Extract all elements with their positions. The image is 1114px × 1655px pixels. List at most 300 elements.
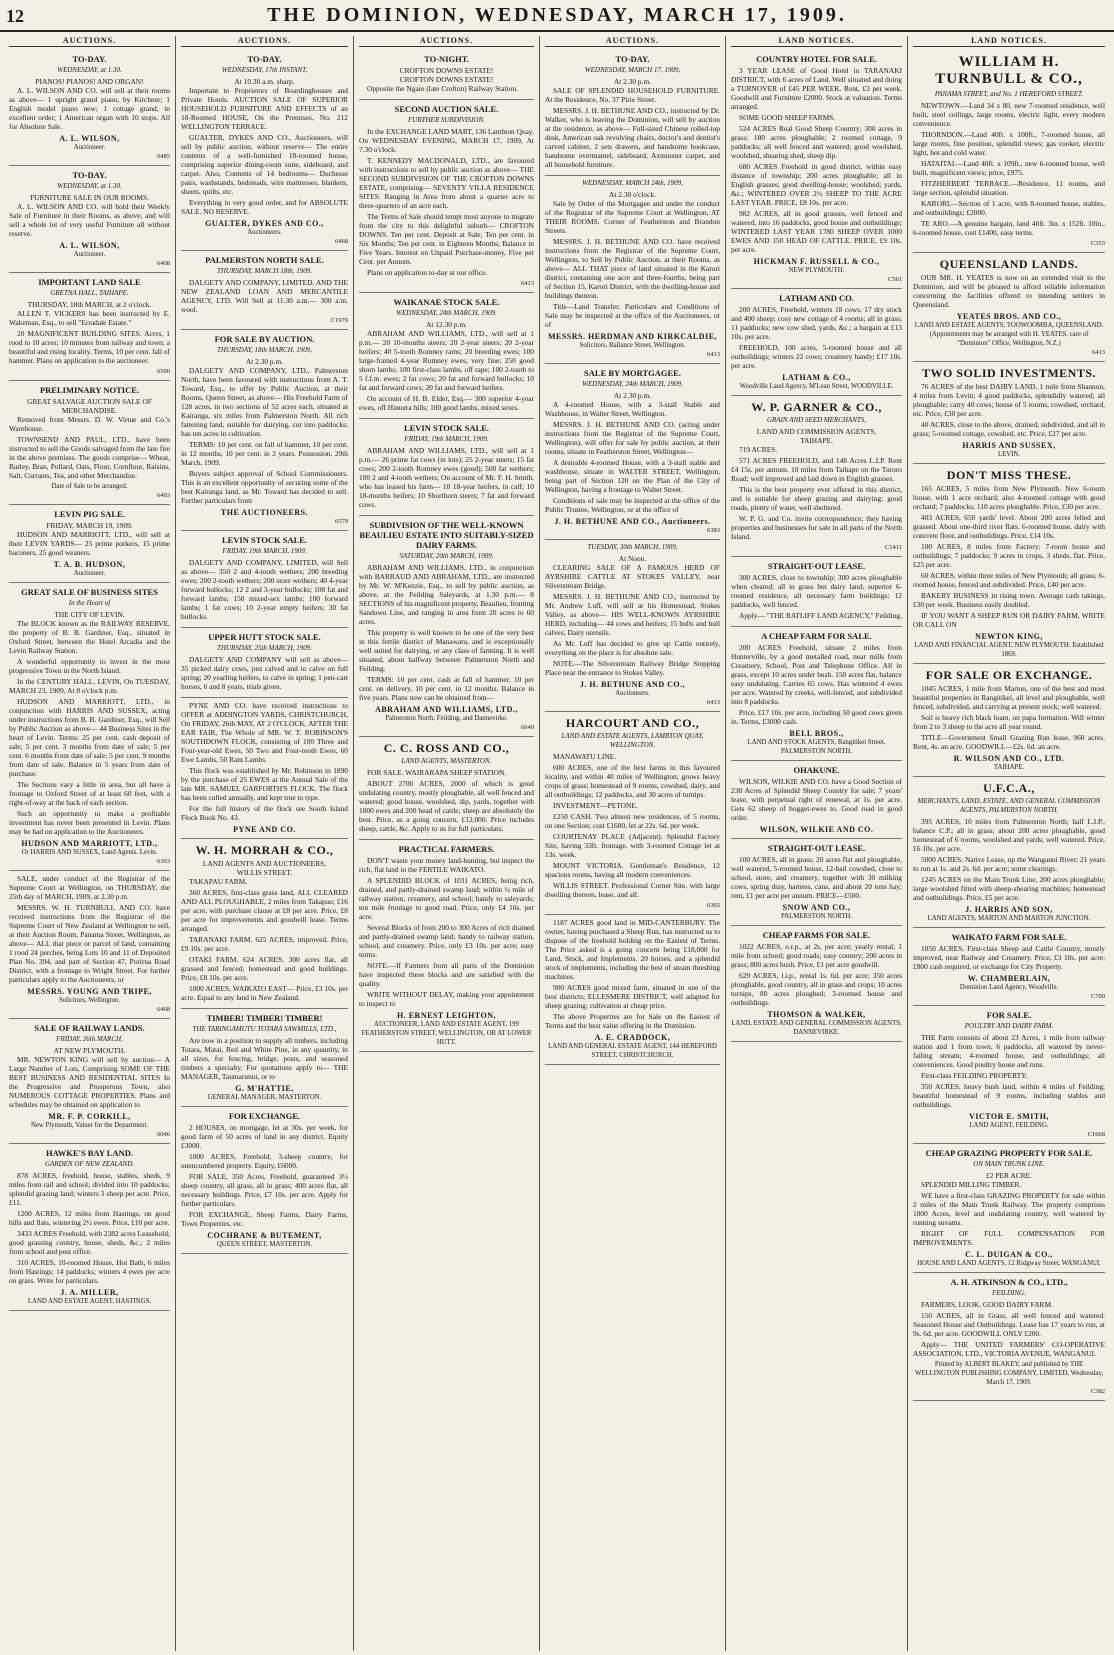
advertisement (545, 540, 720, 712)
ad-paragraph: DALGETY AND COMPANY, LIMITED, AND THE NEW ZEALAND LOAN AND MERCANTILE AGENCY, LTD. Will Sell at 11.30 a.m.— 300 a.m. wool. (181, 278, 348, 314)
advertisement (359, 840, 534, 1052)
ad-subtitle: THURSDAY, 25th MARCH, 1909. (216, 644, 313, 652)
ad-paragraph: 878 ACRES, freehold, house, stables, sheds, 9 miles from rail and school; divided into 10 paddocks; splendid grazing land; winters 3 sheep per acre. Price, £11. (9, 1171, 170, 1207)
column-heading: AUCTIONS. (181, 36, 348, 47)
ad-paragraph: ABRAHAM AND WILLIAMS, LTD., will sell at 1 p.m.— 20 10-months steers; 20 2-year steers; 20 2-year heifers; 40 5-tooth Romney rams; 20 breeding ewes; 100 large-framed 4-year Romney ewes, very fine; 250 good shorn lambs; 100 first-class lambs, off rape; 100 2-tooth to 5 f.f.m. ewes; 2 fat cows; 20 fat and forward bullocks; 10 fat and forward cows; 20 fat and forward heifers. (359, 329, 534, 392)
ad-paragraph: SALE, under conduct of the Registrar of the Supreme Court at Wellington, on THURSDAY, the 25th day of MARCH, 1909, at 2.30 p.m. (9, 874, 170, 901)
ad-title: QUEENSLAND LANDS. (939, 257, 1079, 271)
ad-title: TWO SOLID INVESTMENTS. (921, 366, 1097, 380)
column-5 (726, 36, 908, 1651)
ad-line: THE CITY OF LEVIN. (54, 610, 125, 619)
ad-title: LEVIN PIG SALE. (54, 509, 125, 519)
ad-paragraph: Are now in a position to supply all timbers, including Totara, Matai, Red and White Pine, in any quantity, in all sizes, for fencing, bridge, posts, and seasoned timbers a specialty. For quotations apply to— THE MANAGER, Taumarunui, or to (181, 1036, 348, 1081)
ad-reference-number: 6383 (707, 527, 720, 534)
advertisement (913, 1144, 1105, 1273)
agent-address: Printed by ALBERT BLAKEY, and published by THE WELLINGTON PUBLISHING COMPANY, LIMITED, Wednesday, March 17, 1909. (914, 1361, 1104, 1386)
ad-title: WAIKANAE STOCK SALE. (393, 297, 500, 307)
agent-address: LAND, ESTATE AND GENERAL COMMISSION AGENTS, DANNEVIRKE. (731, 1020, 902, 1036)
ad-reference-number: 6493 (157, 492, 170, 499)
ad-paragraph: 300 ACRES, close to township; 300 acres ploughable when cleared; all in grass but dairy land; superior 6-roomed residence, all necessary farm buildings; 12 paddocks, well fenced. (731, 573, 902, 609)
agent-name: ABRAHAM AND WILLIAMS, LTD., (375, 705, 518, 714)
ad-paragraph: TERMS: 10 per cent. on fall of hammer, 10 per cent. in 12 months, 10 per cent. in 2 years. Possession, 29th March, 1909. (181, 440, 348, 467)
ad-paragraph: 310 ACRES, 10-roomed House, Hot Bath, 6 miles from Hastings; 14 paddocks; winters 4 ewes per acre on grass. Write for particulars. (9, 1258, 170, 1285)
ad-title: SALE BY MORTGAGEE. (584, 368, 681, 378)
agent-name: BELL BROS., (789, 729, 844, 738)
columns-container (4, 36, 1110, 1651)
ad-paragraph: This property is well known to be one of the very best in this fertile district of Manawatu, and is exceptionally well suited for dairying, or any class of farming. It is well situated, about halfway between Palmerston North and Feilding. (359, 628, 534, 673)
agent-address: Auctioneers. (247, 229, 282, 236)
advertisement (731, 289, 902, 396)
ad-paragraph: FITZHERBERT TERRACE.—Residence, 11 rooms, and large section, splendid situation. (913, 179, 1105, 197)
agent-name: HARRIS AND SUSSEX, (962, 441, 1056, 450)
ad-line: TAIHAPE. (800, 436, 833, 445)
ad-paragraph: 100 ACRES, 8 miles from Factory; 7-room house and outbuildings; 7 paddocks; 9 acres in crops, 3 sheds, flat. Price, £25 per acre. (913, 542, 1105, 569)
ad-paragraph: MOUNT VICTORIA. Gentleman's Residence, 12 spacious rooms, having all modern conveniences. (545, 861, 720, 879)
ad-paragraph: TITLE—Government Small Grazing Run lease, 960 acres. Rent, 4s. an acre. GOODWILL—£2s. 6d. an acre. (913, 733, 1105, 751)
advertisement (359, 737, 534, 840)
ad-title: WILLIAM H. TURNBULL & CO., (935, 54, 1083, 87)
agent-name: PYNE AND CO. (233, 825, 296, 834)
column-6 (908, 36, 1110, 1651)
ad-title: FOR SALE BY AUCTION. (214, 334, 315, 344)
ad-paragraph: Soil is heavy rich black loam, on papa formation. Will winter from 2 to 3 sheep to the acre all year round. (913, 713, 1105, 731)
ad-subtitle: LAND AGENTS, MASTERTON. (401, 757, 492, 765)
ad-reference-number: 6468 (335, 238, 348, 245)
ad-title: LEVIN STOCK SALE. (221, 535, 308, 545)
advertisement (913, 253, 1105, 362)
ad-title: TO-DAY. (72, 54, 107, 64)
ad-title: OHAKUNE. (793, 765, 840, 775)
ad-paragraph: 3433 ACRES Freehold, with 2382 acres Leasehold; good grassing country, house, sheds, &c.; 2 miles from school and post office. (9, 1229, 170, 1256)
advertisement (731, 761, 902, 839)
ad-reference-number: C1979 (330, 317, 348, 324)
ad-paragraph: 20 MAGNIFICENT BUILDING SITES. Acres, 1 rood to 10 acres; 10 minutes from railway and town; a beautiful and rising locality. Terms, 10 per cent. fall of hammer. Plans on application to the auctioneer. (9, 329, 171, 365)
ad-paragraph: As Mr. Luff has decided to give up Cattle entirely, everything on the place is for absolute sale. (545, 639, 720, 657)
ad-paragraph: 350 ACRES, heavy bush land, within 4 miles of Feilding; beautiful homestead of 9 rooms, including stables and outbuildings. (913, 1082, 1105, 1109)
ad-title: TO-NIGHT. (424, 54, 469, 64)
ad-paragraph: 900 ACRES good mixed farm, situated in one of the best districts; ELLESMERE DISTRICT, well adapted for sheep grazing; cultivation at cheap price. (545, 983, 720, 1010)
ad-title: IMPORTANT LAND SALE (38, 277, 141, 287)
ad-paragraph: 76 ACRES of the best DAIRY LAND, 1 mile from Shannon, 4 miles from Levin; 4 good paddocks, splendidly watered; all ploughable; carry 40 cows; house of 5 rooms, cowshed, orchard, etc. Price, £30 per acre. (913, 382, 1105, 418)
ad-line: THURSDAY, 18th MARCH, at 2 o'clock. (27, 300, 152, 309)
ad-paragraph: Removed from Messrs. D. W. Virtue and Co.'s Warehouse. (9, 415, 170, 433)
ad-paragraph: THORNDON.—Land 40ft. x 100ft., 7-roomed house, all large rooms, fine position, splendid views; gas cooker, electric light, hot and cold water. (913, 130, 1105, 157)
ad-paragraph: 524 ACRES Real Good Sheep Country; 300 acres in grass; 180 acres ploughable; 2 roomed cottage, 9 paddocks; all well fenced and watered; good woolshed, woolshed, shearing shed, sheep dip. (731, 124, 902, 160)
ad-paragraph: 571 ACRES FREEHOLD, and 148 Acres L.I.P. Rent £4 15s. per annum. 10 miles from Taihape on the Turoro Road; well improved and laid down in English grasses. (731, 456, 902, 483)
ad-title: C. C. ROSS AND CO., (383, 741, 510, 755)
ad-paragraph: 200 ACRES, Freehold, winters 18 cows, 17 dry stock and 400 sheep; cosy new cottage of 4 rooms; all in grass; 11 paddocks; new cow shed, yards, &c.; a bargain at £13 10s. per acre. (731, 305, 902, 341)
ad-reference-number: 6413 (707, 699, 720, 706)
ad-paragraph: 1045 ACRES, 1 mile from Marton, one of the best and most beautiful properties in Rangitikei, all level and ploughable, well fenced, subdivided, and carrying at present stock; well watered. (913, 684, 1105, 711)
ad-paragraph: Apply— "THE RATLIFF LAND AGENCY," Feilding. (739, 611, 902, 620)
agent-name: MESSRS. HERDMAN AND KIRKCALDIE, (547, 332, 718, 341)
agent-name: A. L. WILSON, (59, 241, 120, 250)
ad-paragraph: This is the best property ever offered in this district, and is suitable for sheep grazing and dairying; good roads, plenty of water, well sheltered. (731, 485, 902, 512)
ad-line: CROFTON DOWNS ESTATE! (399, 66, 494, 75)
ad-title: HAWKE'S BAY LAND. (46, 1148, 133, 1158)
column-heading: LAND NOTICES. (731, 36, 902, 47)
agent-name: G. M'HATTIE, (235, 1084, 294, 1093)
ad-title: FOR SALE OR EXCHANGE. (925, 668, 1093, 682)
ad-paragraph: MR. NEWTON KING will sell by auction— A Large Number of Lots, Comprising SOME OF THE BEST BUSINESS AND RESIDENTIAL SITES In the Progressive and Prosperous Town, also NUMEROUS COTTAGE PROPERTIES. Plans and schedules may be obtained on application to (9, 1055, 170, 1109)
advertisement (913, 1006, 1105, 1144)
ad-line: LAND AGENTS AND AUCTIONEERS, (202, 859, 327, 868)
ad-title: GREAT SALE OF BUSINESS SITES (21, 587, 158, 597)
ad-paragraph: HUDSON AND MARRIOTT, LTD., in conjunction with HARRIS AND SUSSEX, acting under instructions from B. B. Gardiner, Esq., will Sell by Public Auction as above— 44 Business Sites in the heart of Levin. Terms: 25 per cent. cash deposit of sale; 5 per cent. 3 months from date of sale; 5 per cent. 6 months from date of sale; 5 per cent. 9 months from date of sale. Balance in 5 years from date of purchase. (9, 697, 170, 778)
ad-paragraph: Important to Proprietors of Boardinghouses and Private Hotels. AUCTION SALE OF SUPERIOR HOUSEHOLD FURNITURE AND EFFECTS of an 18-Roomed HOUSE, On the Premises, No. 212 WELLINGTON TERRACE. (181, 86, 348, 131)
ad-paragraph: 360 ACRES, first-class grass land, ALL CLEARED AND ALL PLOUGHABLE, 2 miles from Takapau; £16 per acre, with purchase clause at £8 per acre. Price, £8 per acre for improvements and goodwill lease. Terms arranged. (181, 888, 348, 933)
agent-name: A. E. CRADDOCK, (594, 1033, 671, 1042)
ad-paragraph: 200 ACRES Freehold, situate 2 miles from Hunterville, by a good metalled road, near mills from Creamery, School, Post and Telephone Office. All in grass, except 10 acres under bush. 150 acres flat, balance easy undulating. Carries 65 cows. Has wintered 4 ewes per acre. Watered by creeks, well-fenced, and subdivided into 8 paddocks. (731, 643, 902, 706)
advertisement (181, 531, 348, 628)
ad-paragraph: T. KENNEDY MACDONALD, LTD., are favoured with instructions to sell by public auction as above— THE SECOND SUBDIVISION OF THE CROFTON DOWNS ESTATE, comprising— SEVENTY VILLA RESIDENCE SITES. Ranging in Area from about a quarter acre to three-quarters of an acre each. (359, 156, 534, 210)
ad-paragraph: 403 ACRES, 650 yards' level. About 200 acres felled and grassed. About one-third river flats. 6-roomed house, dairy with concrete floor, and outbuildings. Price, £14 10s. (913, 513, 1105, 540)
ad-paragraph: DON'T waste your money land-hunting, but inspect the rich, flat land in the FERTILE WAIKATO. (359, 856, 534, 874)
ad-paragraph: 5000 ACRES, Native Lease, up the Wanganui River; 21 years to run at 1s. and 2s. 6d. per acre; some clearings. (913, 855, 1105, 873)
advertisement (9, 381, 170, 505)
ad-paragraph: COURTENAY PLACE (Adjacent). Splendid Factory Site, having 33ft. frontage, with 3-roomed Cottage let at 13s. week. (545, 832, 720, 859)
ad-paragraph: WILLIS STREET. Professional Corner Site, with large dwelling thereon, lease, and all. (545, 881, 720, 899)
ad-paragraph: MESSRS. J. H. BETHUNE AND CO., instructed by Dr. Walker, who is leaving the Dominion, will sell by auction at the residence, as above— Full-sized Chinese rolled-top desk, American oak revolving chairs, doctor's and dentist's carved cabinet, 2 sets drawers, and handsome bookcase, handsome overmantel, sideboard, Axminster carpet, and all household furniture. (545, 106, 720, 169)
advertisement (181, 330, 348, 531)
column-heading: LAND NOTICES. (913, 36, 1105, 47)
ad-paragraph: NEWTOWN.—Land 34 x 80, new 7-roomed residence, well built, steel ceilings, large rooms, electric light, every modern convenience. (913, 101, 1105, 128)
ad-title: SECOND AUCTION SALE. (394, 104, 499, 114)
ad-subtitle: GRAIN AND SEED MERCHANTS, (766, 416, 867, 424)
ad-paragraph: HUDSON AND MARRIOTT, LTD., will sell at their LEVIN YARDS— 25 prime porkers, 15 prime baconers, 25 good weaners. (9, 530, 170, 557)
advertisement (913, 777, 1105, 928)
ad-title: TIMBER! TIMBER! TIMBER! (206, 1013, 323, 1023)
column-1 (4, 36, 176, 1651)
advertisement (545, 176, 720, 364)
ad-paragraph: Opposite the Ngaio (late Crofton) Railway Station. (367, 84, 518, 93)
ad-paragraph: FOR SALE. WAIRARAPA SHEEP STATION. (367, 768, 507, 777)
ad-paragraph: MESSRS. J. H. BETHUNE AND CO. have received instructions from the Registrar of the Supreme Court, Wellington, to Sell by Public Auction, at their Rooms, as above— ALL THAT piece of land situated in the Karori district, containing one acre and three-fourths, being part of Section 15, Karori District, with the dwelling-house and buildings thereon. (545, 237, 720, 300)
ad-paragraph: 1200 ACRES, 12 miles from Hastings, on good hills and flats, wintering 2½ ewes. Price, £10 per acre. (9, 1209, 170, 1227)
ad-paragraph: 60 ACRES, within three miles of New Plymouth; all grass; 6-roomed house, fenced and subdivided. Price, £40 per acre. (913, 571, 1105, 589)
ad-paragraph: FOR SALE, 350 Acres, Freehold, guaranteed 3½ sheep country, all grass, all in grass; 400 acres flat, all necessary buildings. Price, £7 10s. per acre. Apply for further particulars. (181, 1172, 348, 1208)
ad-paragraph: 1187 ACRES good land in MID-CANTERBURY. The owner, having purchased a Sheep Run, has instructed us to dispose of the freehold holding on the Easiest of Terms. The Price asked is a going concern being £18,000 for Land, Stock, and Implements. 20 horses, and a splendid stock of implements, including the best of steam threshing machines. (545, 918, 720, 981)
ad-reference-number: C1411 (884, 544, 902, 551)
ad-paragraph: SOME GOOD SHEEP FARMS. (739, 113, 836, 122)
ad-paragraph: THE Farm consists of about 23 Acres, 1 mile from railway station and 1 from town, 6 paddocks, all watered by never-failing stream; 4-roomed house, and outbuildings; all conveniences. Good poultry house and runs. (913, 1033, 1105, 1069)
ad-subtitle: WEDNESDAY, MARCH 17, 1909, (584, 66, 681, 74)
ad-paragraph: Apply— THE UNITED FARMERS' CO-OPERATIVE ASSOCIATION, LTD., VICTORIA AVENUE, WANGANUI. (913, 1340, 1105, 1358)
agent-address: Date of Sale to be arranged. (51, 483, 128, 490)
agent-address: Auctioneer. (73, 570, 106, 577)
agent-name: HICKMAN F. RUSSELL & CO., (753, 257, 880, 266)
ad-reference-number: C1668 (1087, 1131, 1105, 1138)
ad-title: TO-DAY. (615, 54, 650, 64)
agent-address: TAIHAPE. (993, 764, 1025, 771)
advertisement (913, 1273, 1105, 1401)
ad-title: FOR EXCHANGE. (228, 1111, 301, 1121)
agent-name: THOMSON & WALKER, (767, 1010, 866, 1019)
column-heading: AUCTIONS. (9, 36, 170, 47)
agent-address: Solicitors, Wellington. (58, 997, 121, 1004)
ad-paragraph: 100 ACRES, all in grass; 20 acres flat and ploughable, well watered, 5-roomed house, 12-bail cowshed, close to school, store, and creamery, together with 30 milking cows, spring dray, harness, cans, and about 20 tons hay; rent, £1 per acre per annum. PRICE—£500. (731, 855, 902, 900)
ad-paragraph: ALLEN T. VICKERS has been instructed by E. Wakeman, Esq., to sell "Erradale Estate." (9, 309, 170, 327)
ad-paragraph: A. L. WILSON AND CO. will hold their Weekly Sale of Furniture in their Rooms, as above, and will sell a whole lot of very useful Furniture all without reserve. (9, 202, 170, 238)
advertisement (9, 583, 170, 871)
advertisement (181, 698, 348, 839)
ad-title: SALE OF RAILWAY LANDS. (34, 1023, 145, 1033)
ad-title: W. P. GARNER & CO., (751, 400, 882, 414)
agent-address: Dominion Land Agency, Woodville. (959, 984, 1059, 991)
ad-title: PRELIMINARY NOTICE. (39, 385, 140, 395)
ad-title: SUBDIVISION OF THE WELL-KNOWN BEAULIEU ESTATE INTO SUITABLY-SIZED DAIRY FARMS. (359, 520, 534, 550)
ad-reference-number: 6365 (707, 902, 720, 909)
ad-title: LEVIN STOCK SALE. (403, 423, 490, 433)
advertisement (359, 50, 534, 100)
ad-paragraph: The above Properties are for Sale on the Easiest of Terms and the best value offering in the Dominion. (545, 1012, 720, 1030)
agent-name: COCHRANE & BUTEMENT, (207, 1231, 322, 1240)
agent-address: Auctioneer. (73, 251, 106, 258)
advertisement (731, 839, 902, 926)
ad-subtitle: GARDEN OF NEW ZEALAND. (44, 1160, 135, 1168)
ad-title: COUNTRY HOTEL FOR SALE. (756, 54, 877, 64)
column-3 (354, 36, 540, 1651)
advertisement (181, 628, 348, 698)
advertisement (9, 166, 170, 273)
ad-paragraph: ABOUT 2700 ACRES, 2000 of which is good undulating country, mostly ploughable, all well fenced and watered; good house, woolshed, dip, yards, together with 1000 ewes and 200 head of cattle; sheep are absolutely the best. Price, as a going concern, £12,000. Price includes sheep, cattle, &c. Apply to us for full particulars. (359, 779, 534, 833)
ad-paragraph: 150 ACRES, all in Grass, all well fenced and watered. Seasoned House and Outbuildings. Lease has 17 years to run, at 9s. 6d. per acre. GOODWILL ONLY £200. (913, 1311, 1105, 1338)
advertisement (731, 50, 902, 289)
ad-reference-number: 6579 (335, 518, 348, 525)
ad-paragraph: Everything in very good order, and for ABSOLUTE SALE. NO RESERVE. (181, 198, 348, 216)
ad-paragraph: The Sections vary a little in area, but all have a frontage to Oxford Street of at least 60 feet, with a right-of-way at the back of each section. (9, 780, 170, 807)
ad-title: U.F.C.A., (983, 781, 1035, 795)
ad-paragraph: MESSRS. W. H. TURNBULL AND CO. have received instructions from the Registrar of the Supreme Court of New Zealand at Wellington to sell, at their Auction Room, Panama Street, Wellington, as above— ALL that piece or parcel of land, containing 1 rood 24 perches, being Lots 10 and 11 of Deposited Plan No. 394, and part of Section 47, Porirua Road District, with a frontage to Wright Street. For further particulars apply to the Auctioneers, or (9, 903, 170, 984)
agent-name: MR. F. P. CORKILL, (48, 1112, 131, 1121)
advertisement (359, 419, 534, 516)
ad-subtitle: FURTHER SUBDIVISION. (408, 116, 485, 124)
page-number: 12 (6, 6, 24, 26)
ad-paragraph: In the CENTURY HALL, LEVIN, On TUESDAY, MARCH 23, 1909, At 8 o'clock p.m. (9, 677, 170, 695)
agent-address: AUCTIONEER, LAND AND ESTATE AGENT, 199 FEATHERSTON STREET, WELLINGTON, OR AT LOWER HUTT. (361, 1021, 532, 1046)
agent-name: R. WILSON AND CO., LTD. (953, 754, 1065, 763)
ad-subtitle: PANAMA STREET, and No. 1 HEREFORD STREET. (934, 90, 1084, 98)
ad-title: PALMERSTON NORTH SALE. (205, 255, 324, 265)
ad-paragraph: For the full history of the flock see South Island Flock Book No. 43. (181, 804, 348, 822)
agent-name: LATHAM & CO., (782, 373, 851, 382)
ad-paragraph: £250 CASH. Two almost new residences, of 5 rooms, on one Section; cost £1600, let at 22s. 6d. per week. (545, 812, 720, 830)
ad-subtitle: WEDNESDAY, 24th MARCH, 1909. (396, 309, 497, 317)
ad-subtitle: TUESDAY, 30th MARCH, 1909, (587, 543, 678, 551)
ad-line: At 2.30 p.m. (245, 357, 284, 366)
advertisement (359, 100, 534, 293)
ad-paragraph: FREEHOLD, 100 acres, 5-roomed house and all outbuildings; winters 22 cows; creamery handy; £17 10s. per acre. (731, 343, 902, 370)
ad-paragraph: 719 ACRES. (739, 445, 778, 454)
ad-line: At 10.30 a.m. sharp. (234, 77, 295, 86)
ad-paragraph: ABRAHAM AND WILLIAMS, LTD., in conjunction with BARRAUD AND ABRAHAM, LTD., are instructed by Mr. W. M'Kenzie, Esq., to sell by public auction, as above, at the Feilding Saleyards, at 1.30 p.m.— 8 SECTIONS of his magnificent property, Beaulieu, fronting Sandown Line, and ranging in area from 20 acres to 60 acres. (359, 563, 534, 626)
ad-reference-number: C382 (1090, 1388, 1105, 1395)
ad-subtitle: THE TARINGAMUTU TOTARA SAWMILLS, LTD., (192, 1025, 337, 1033)
agent-name: WILSON, WILKIE AND CO. (759, 825, 874, 834)
agent-name: YEATES BROS. AND CO., (956, 312, 1062, 321)
agent-name: MESSRS. YOUNG AND TRIPE, (27, 987, 152, 996)
ad-paragraph: TERMS: 10 per cent. cash at fall of hammer, 10 per cent. on delivery, 10 per cent. in 12 months. Balance in five years. Plans now can be obtained from— (359, 675, 534, 702)
column-heading: AUCTIONS. (545, 36, 720, 47)
ad-paragraph: KARORI.—Section of 1 acre, with 8-roomed house, stables, and outbuildings; £2000. (913, 199, 1105, 217)
advertisement (913, 50, 1105, 253)
ad-paragraph: SPLENDID MILLING TIMBER. (921, 1180, 1022, 1189)
ad-paragraph: TOWNSEND AND PAUL, LTD., have been instructed to sell the Goods salvaged from the late fire in the above premises. The goods comprise— Wheat, Barley, Bran, Pollard, Oats, Flour, Cornflour, Raisins, Salt, Currants, Tea, and other Merchandise. (9, 435, 170, 480)
agent-address: LAND AND STOCK AGENTS, Rangitikei Street, PALMERSTON NORTH. (747, 739, 886, 755)
ad-title: TO-DAY. (247, 54, 282, 64)
ad-title: PRACTICAL FARMERS. (398, 844, 495, 854)
agent-name: NEWTON KING, (975, 632, 1043, 641)
ad-paragraph: TARANAKI FARM. 625 ACRES, improved. Price, £9 10s. per acre. (181, 935, 348, 953)
advertisement (181, 839, 348, 1009)
column-2 (176, 36, 354, 1651)
ad-paragraph: The BLOCK known as the RAILWAY RESERVE, the property of B. B. Gardiner, Esq., situated in Oxford Street, between the Hotel Arcadia and the Levin Railway Station. (9, 619, 170, 655)
agent-address: PALMERSTON NORTH. (781, 913, 852, 920)
ad-paragraph: The Terms of Sale should tempt most anyone to migrate from the city to this delightful suburb— CROFTON DOWNS. Ten per cent. Deposit at Sale; Ten per cent. in Six Months; Ten per cent. in Eighteen Months; Balance in Five Years. Interest on Unpaid Purchase-money, Five per Cent. per Annum. (359, 212, 534, 266)
advertisement (9, 273, 170, 381)
ad-paragraph: A wonderful opportunity to invest in the most progressive Town in the North Island. (9, 657, 170, 675)
ad-reference-number: 6413 (707, 351, 720, 358)
ad-subtitle: WEDNESDAY, MARCH 24th, 1909, (582, 179, 683, 187)
ad-subtitle: MERCHANTS, LAND, ESTATE, AND GENERAL COMMISSION AGENTS, PALMERSTON NORTH. (917, 797, 1101, 814)
ad-paragraph: 680 ACRES Freehold in good district, within easy distance of township; 200 acres ploughable; all in English grasses; good dwelling-house; woolshed; yards, &c.; WINTERED OVER 2½ SHEEP TO THE ACRE LAST YEAR. PRICE, £8 10s. per acre. (731, 162, 902, 207)
agent-name: A. L. WILSON, (59, 134, 120, 143)
ad-subtitle: GRETNA HALL, TAIHAPE. (50, 289, 129, 297)
ad-paragraph: CLEARING SALE OF A FAMOUS HERD OF AYRSHIRE CATTLE AT STOKES VALLEY, near Silverstream Bridge. (545, 563, 720, 590)
ad-paragraph: MESSRS. J. H. BETHUNE AND CO. (acting under instructions from the Registrar of the Supreme Court, Wellington), will offer for sale by public auction, at their rooms, situate in Featherston Street, Wellington— (545, 420, 720, 456)
ad-paragraph: PYNE AND CO. have received instructions to OFFER at ADDINGTON YARDS, CHRISTCHURCH, On FRIDAY, 26th MAY, AT 2 O'CLOCK, AFTER THE EAR FAIR, The Whole of MR. W. T. ROBINSON'S SOUTHDOWN FLOCK, consisting of 100 Three and Four-year-old Ewes, 50 Two and Four-tooth Ewes, 60 Ewe Lambs, 50 Ram Lambs. (181, 701, 348, 764)
ad-line: FURNITURE SALE IN OUR ROOMS. (30, 193, 149, 202)
ad-line: FRIDAY, MARCH 19, 1909. (46, 521, 133, 530)
advertisement (731, 557, 902, 627)
ad-paragraph: NOTE.—The Silverstream Railway Bridge Stopping Place near the entrance to Stokes Valley. (545, 659, 720, 677)
ad-subtitle: FEILDING. (992, 1289, 1026, 1297)
ad-paragraph: Conditions of sale may be inspected at the office of the Public Trustee, Wellington, or at the office of (545, 496, 720, 514)
ad-subtitle: FRIDAY, 19th MARCH, 1909. (222, 547, 307, 555)
ad-paragraph: 1245 ACRES on the Main Trunk Line, 200 acres ploughable; large woolshed fitted with sheep-shearing machines; homestead and outbuildings. Price, £5 per acre. (913, 875, 1105, 902)
agent-address: Palmerston North, Feilding, and Dannevirke. (385, 715, 508, 722)
agent-name: J. H. BETHUNE AND CO., (579, 680, 686, 689)
ad-line: PIANOS! PIANOS! AND ORGAN! (35, 77, 144, 86)
ad-reference-number: 6649 (521, 724, 534, 731)
agent-address: GENERAL MANAGER, MASTERTON. (207, 1094, 322, 1101)
agent-name: W. CHAMBERLAIN, (967, 974, 1051, 983)
ad-subtitle: LAND AND ESTATE AGENTS, LAMBTON QUAY, WELLINGTON. (561, 732, 704, 749)
ad-paragraph: 395 ACRES, 10 miles from Palmerston North; half L.I.P., balance C.P.; all in grass; about 200 acres ploughable, good homestead of 6 rooms, woolshed and yards; well watered. Price, £6 10s. per acre. (913, 817, 1105, 853)
ad-title: A. H. ATKINSON & CO., LTD., (950, 1277, 1068, 1287)
ad-paragraph: This flock was established by Mr. Robinson in 1890 by the purchase of 25 EWES at the Annual Sale of the late MR. SAMUEL GARFORTH'S FLOCK. The flock has been culled annually, and kept true to type. (181, 766, 348, 802)
agent-address: New Plymouth, Valuer for the Department. (30, 1122, 149, 1129)
ad-title: FOR SALE. (986, 1010, 1032, 1020)
ad-subtitle: POULTRY AND DAIRY FARM. (964, 1022, 1054, 1030)
advertisement (9, 505, 170, 583)
agent-name: THE AUCTIONEERS. (220, 508, 309, 517)
agent-address: Auctioneer. (73, 144, 106, 151)
agent-address: LAND AND ESTATE AGENT, HASTINGS. (27, 1298, 152, 1305)
ad-paragraph: INVESTMENT—PETONE. (553, 801, 638, 810)
ad-paragraph: FOR EXCHANGE, Sheep Farms, Dairy Farms, Town Properties, etc. (181, 1210, 348, 1228)
ad-paragraph: WILSON, WILKIE AND CO. have a Good Section of 238 Acres of Splendid Sheep Country for sale; 7 years' lease, with perpetual right of renewal, at 1s. per acre. Gets 62 sheep of hogget-ewes to. Good road in good order. (731, 777, 902, 822)
agent-address: Auctioneers. (615, 690, 650, 697)
ad-paragraph: W. P. G. and Co. invite correspondence; they having properties and businesses for sale in all parts of the North Island. (731, 514, 902, 541)
agent-name: C. L. DUIGAN & CO., (965, 1250, 1053, 1259)
advertisement (913, 664, 1105, 777)
agent-name: VICTOR E. SMITH, (969, 1112, 1049, 1121)
ad-paragraph: 629 ACRES, l.i.p., rental 1s. 6d. per acre; 350 acres ploughable, good country, all in grass and crops; 10 acres turnips, 80 acres ploughed; 3-roomed house and outbuildings. (731, 971, 902, 1007)
ad-title: DON'T MISS THESE. (946, 468, 1072, 482)
advertisement (9, 871, 170, 1019)
ad-paragraph: Buyers subject approval of School Commissioners. This is an excellent opportunity of securing some of the best Kairanga land, as Mr. Toward has decided to sell. Further particulars from (181, 469, 348, 505)
ad-paragraph: A. L. WILSON AND CO. will sell at their rooms as above— 1 upright grand piano, by Kirchner; 1 English model piano new; 1 cottage grand, in excellent order; 1 American organ with 10 stops. All for Absolute Sale. (9, 86, 170, 131)
ad-subtitle: WEDNESDAY, 24th MARCH, 1909, (582, 380, 683, 388)
ad-title: HARCOURT AND CO., (565, 716, 700, 730)
agent-name: J. H. BETHUNE AND CO., Auctioneers. (554, 517, 711, 526)
ad-paragraph: MESSRS. J. H. BETHUNE AND CO., instructed by Mr. Andrew Luff, will sell at his Homestead, Stokes Valley, as above— HIS WELL-KNOWN AYRSHIRE HERD, including— 44 cows and heifers; 15 bulls and bull calves; Dairy utensils. (545, 592, 720, 637)
ad-subtitle: In the Heart of (68, 599, 111, 607)
advertisement (181, 1107, 348, 1254)
ad-reference-number: 6393 (157, 858, 170, 865)
ad-line: AT NEW PLYMOUTH. (53, 1046, 126, 1055)
ad-subtitle: FRIDAY, 26th MARCH, (56, 1035, 123, 1043)
ad-paragraph: Sale by Order of the Mortgagee and under the conduct of the Registrar of the Supreme Court at Wellington, AT THEIR ROOMS, Corner of Featherston and Brandon Streets. (545, 199, 720, 235)
ad-title: STRAIGHT-OUT LEASE. (767, 561, 866, 571)
ad-paragraph: BAKERY BUSINESS in rising town. Average cash takings, £30 per week. Business easily doubled. (913, 591, 1105, 609)
ad-subtitle: WEDNESDAY, at 1.30. (57, 182, 122, 190)
ad-paragraph: 2 HOUSES, on mortgage, let at 30s. per week, for good farm of 50 acres of land in any district. Equity £3000. (181, 1123, 348, 1150)
ad-line: At Noon. (618, 554, 647, 563)
agent-name: H. ERNEST LEIGHTON, (396, 1011, 496, 1020)
advertisement (731, 926, 902, 1042)
ad-reference-number: C561 (887, 276, 902, 283)
advertisement (181, 251, 348, 330)
ad-paragraph: GUALTER, DYKES AND CO., Auctioneers, will sell by public auction, without reserve— The entire contents of a well-furnished 18-roomed house, comprising superior dining-room suite, sideboard, and carpet. Also, Contents of 14 bedrooms— Duchesse pairs, washstands, bedsteads, wire mattresses, blankets, sheets, quilts, etc. (181, 133, 348, 196)
ad-reference-number: C700 (1090, 993, 1105, 1000)
advertisement (545, 915, 720, 1065)
agent-name: T. A. B. HUDSON, (53, 560, 126, 569)
ad-reference-number: 6468 (157, 1006, 170, 1013)
ad-paragraph: Such an opportunity to make a profitable investment has never been presented in Levin. Plans may be had on application to the Auctioneers. (9, 809, 170, 836)
ad-subtitle: WEDNESDAY, at 1.30. (57, 66, 122, 74)
ad-reference-number: 6413 (1092, 349, 1105, 356)
ad-line: £2 PER ACRE. (986, 1171, 1032, 1180)
ad-paragraph: 165 ACRES, 5 miles from New Plymouth. New 6-room house, with 1 acre orchard; also 4-roomed cottage with good orchard; 7 paddocks; 110 acres ploughable. Price, £30 per acre. (913, 484, 1105, 511)
agent-address: LAND AND ESTATE AGENTS, TOOWOOMBA, QUEENSLAND. (Appointments may be arranged with H. YEATES, care of "Dominion" Office, Wellington, N.Z.) (914, 322, 1104, 347)
ad-title: UPPER HUTT STOCK SALE. (208, 632, 321, 642)
ad-line: LAND AND COMMISSION AGENTS, (756, 427, 877, 436)
ad-reference-number: 6500 (157, 368, 170, 375)
ad-paragraph: 1000 ACRES, Freehold, 3-sheep country, for unencumbered property. Equity, £6000. (181, 1152, 348, 1170)
newspaper-title: THE DOMINION, WEDNESDAY, MARCH 17, 1909. (267, 4, 847, 26)
agent-address: QUEEN STREET, MASTERTON. (216, 1241, 313, 1248)
ad-paragraph: 600 ACRES, one of the best farms in this favoured locality, and within 40 miles of Wellington; grows heavy crops of grass; homestead of 9 rooms, cowshed, dairy, and all outbuildings; 12 paddocks, and 30 acres of turnips. (545, 763, 720, 799)
agent-address: LAND AND GENERAL ESTATE AGENT, 144 HEREFORD STREET, CHRISTCHURCH. (548, 1043, 717, 1059)
ad-title: STRAIGHT-OUT LEASE. (767, 843, 866, 853)
ad-subtitle: WEDNESDAY, 17th INSTANT, (221, 66, 308, 74)
ad-paragraph: OTAKI FARM. 624 ACRES, 300 acres flat, all grassed and fenced; homestead and good buildings. Price, £8 10s. per acre. (181, 955, 348, 982)
agent-name: GUALTER, DYKES AND CO., (205, 219, 324, 228)
ad-line: At 2.30 p.m. (613, 391, 652, 400)
ad-paragraph: OUR MR. H. YEATES is now on an extended visit to the Dominion, and will be pleased to afford reliable information concerning the facilities offered to intending settlers in Queensland. (913, 273, 1105, 309)
ad-paragraph: First-class FEILDING PROPERTY. (921, 1071, 1028, 1080)
ad-line: At 2.30 o'clock. (609, 190, 656, 199)
ad-paragraph: HATAITAI.—Land 40ft. x 109ft., new 6-roomed house, well built, magnificent views; price, £975. (913, 159, 1105, 177)
agent-name: J. A. MILLER, (60, 1288, 119, 1297)
ad-title: CHEAP GRAZING PROPERTY FOR SALE. (925, 1148, 1093, 1158)
advertisement (9, 1019, 170, 1144)
agent-address: LAND AND FINANCIAL AGENT, NEW PLYMOUTH. Established 1869. (914, 642, 1104, 658)
ad-subtitle: SATURDAY, 20th MARCH, 1909. (399, 552, 494, 560)
ad-paragraph: 1022 ACRES, o.r.p., at 2s. per acre; yearly rental; 1 mile from school; good roads; easy country; 200 acres in grass; 800 acres bush. Price, £1 per acre goodwill. (731, 942, 902, 969)
